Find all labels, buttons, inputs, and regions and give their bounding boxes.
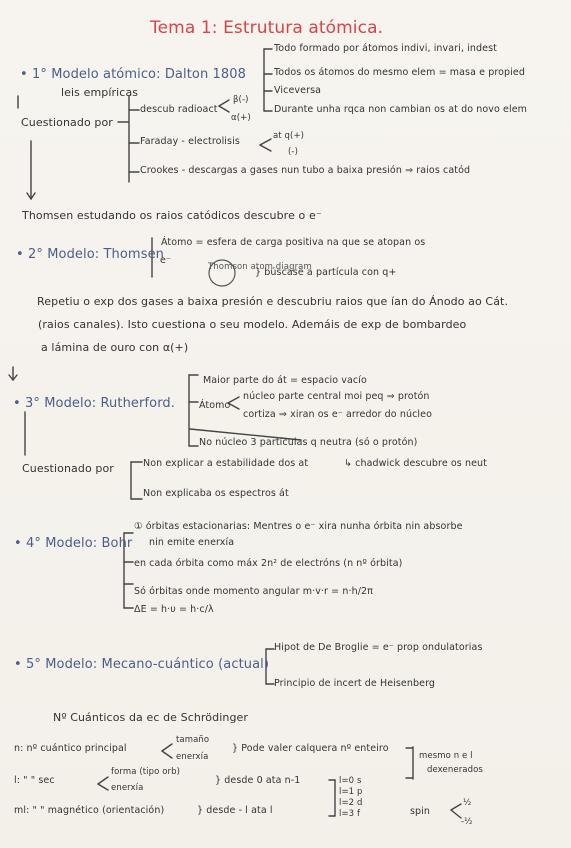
quantum-l-value-3: l=2 d [339, 798, 363, 808]
quantum-l-value-4: l=3 f [339, 809, 361, 819]
bohr-line-1: ① órbitas estacionarias: Mentres o e⁻ xira nunha órbita nin absorbe [134, 521, 463, 532]
page-title: Tema 1: Estrutura atómica. [150, 18, 384, 38]
bohr-heading: • 4° Modelo: Bohr [14, 536, 133, 551]
dalton-bullet-2: Todos os átomos do mesmo elem = masa e propied [274, 67, 525, 78]
quantum-l-branch-top: forma (tipo orb) [111, 767, 181, 777]
quantum-heading: • 5° Modelo: Mecano-cuántico (actual) [14, 657, 270, 672]
rutherford-question-1: Non explicar a estabilidade dos at [143, 458, 309, 469]
quantum-n-branch-top: tamaño [176, 735, 210, 745]
thomson-paragraph-1: Repetiu o exp dos gases a baixa presión e descubriu raios que ían do Ánodo ao Cát. [37, 295, 509, 308]
dalton-item-1-alpha: α(+) [231, 113, 251, 123]
bohr-line-4: ΔE = h·υ = h·c/λ [134, 604, 214, 615]
bohr-line-1b: nin emite enerxía [149, 537, 235, 548]
dalton-item-2-top: at q(+) [273, 131, 305, 141]
dalton-item-1-beta: β(-) [233, 95, 249, 105]
dalton-item-3: Crookes - descargas a gases nun tubo a baixa presión ⇒ raios catód [140, 165, 471, 176]
bohr-line-3: Só órbitas onde momento angular m·v·r = n·h/2π [134, 586, 373, 597]
quantum-l-label: l: " " sec [14, 775, 55, 786]
thomson-diagram: Thomson atom diagram [208, 262, 312, 272]
dalton-item-2: Faraday - electrolisis [140, 136, 240, 147]
dalton-item-1: descub radioact [140, 104, 218, 115]
rutherford-line-1: Maior parte do át = espacio vacío [203, 375, 367, 386]
dalton-bullet-4: Durante unha rqca non cambian os at do novo elem [274, 104, 527, 115]
thomson-line-1: Átomo = esfera de carga positiva na que se atopan os [161, 237, 426, 248]
rutherford-questioned-label: Cuestionado por [22, 462, 114, 475]
quantum-ml-label: ml: " " magnético (orientación) [14, 805, 165, 816]
thomson-line-2: } búscase a partícula con q+ [255, 267, 397, 278]
rutherford-line-2-label: Átomo [199, 400, 231, 411]
quantum-l-value-1: l=0 s [339, 776, 362, 786]
thomson-paragraph-3: a lámina de ouro con α(+) [41, 341, 189, 354]
quantum-n-label: n: nº cuántico principal [14, 743, 127, 754]
rutherford-question-1-note: ↳ chadwick descubre os neut [344, 458, 487, 469]
quantum-subheading: Nº Cuánticos da ec de Schrödinger [53, 711, 249, 724]
quantum-spin-up: ½ [463, 798, 472, 808]
rutherford-question-2: Non explicaba os espectros át [143, 488, 289, 499]
thomson-intro: Thomsen estudando os raios catódicos descubre o e⁻ [22, 209, 322, 222]
quantum-spin-down: -½ [461, 817, 473, 827]
rutherford-line-2a: núcleo parte central moi peq ⇒ protón [243, 391, 430, 402]
quantum-spin: spin [410, 806, 431, 817]
dalton-heading: • 1° Modelo atómico: Dalton 1808 [20, 67, 247, 82]
thomson-paragraph-2: (raios canales). Isto cuestiona o seu modelo. Ademáis de exp de bombardeo [38, 318, 467, 331]
dalton-bullet-3: Viceversa [274, 85, 322, 96]
quantum-n-branch-bottom: enerxía [176, 752, 209, 762]
dalton-item-2-bottom: (-) [288, 147, 298, 157]
rutherford-line-3: No núcleo 3 partículas q neutra (só o protón) [199, 437, 418, 448]
rutherford-heading: • 3° Modelo: Rutherford. [13, 396, 175, 411]
dalton-subheading: leis empíricas [61, 86, 139, 99]
quantum-n-group: mesmo n e l [419, 751, 473, 761]
dalton-bullet-1: Todo formado por átomos indivi, invari, indest [274, 43, 497, 54]
quantum-l-value-2: l=1 p [339, 787, 363, 797]
quantum-n-tail: } Pode valer calquera nº enteiro [232, 743, 389, 754]
rutherford-line-2b: cortiza ⇒ xiran os e⁻ arredor do núcleo [243, 409, 432, 420]
bohr-line-2: en cada órbita como máx 2n² de electróns (n nº órbita) [134, 558, 403, 569]
quantum-n-group-2: dexenerados [427, 765, 483, 775]
quantum-line-2: Principio de incert de Heisenberg [274, 678, 436, 689]
dalton-questioned-label: Cuestionado por [21, 116, 113, 129]
quantum-ml-tail: } desde - l ata l [197, 805, 273, 816]
quantum-line-1: Hipot de De Broglie = e⁻ prop ondulatorias [274, 642, 483, 653]
thomson-line-1b: e⁻ [160, 255, 172, 266]
quantum-l-branch-bottom: enerxía [111, 783, 144, 793]
thomson-heading: • 2° Modelo: Thomsen [16, 247, 165, 262]
quantum-l-tail: } desde 0 ata n-1 [215, 775, 301, 786]
